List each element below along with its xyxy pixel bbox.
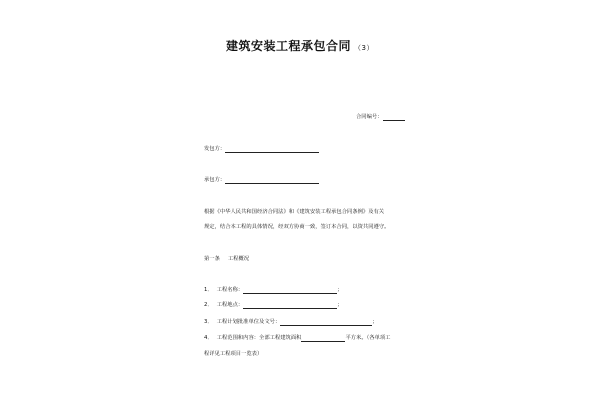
item-project-location [204,302,342,309]
party-a-label: 发包方： [204,146,226,152]
item-project-name [204,287,342,294]
item-project-scope [204,335,390,342]
item-label: 工程计划批准单位及文号： [216,319,281,325]
item-end: ； [372,319,378,325]
item-unit: 平方米。（各单项工 [345,335,391,341]
party-b-line [204,177,319,184]
item-label: 工程范围和内容：全部工程建筑面积 [216,335,302,341]
article-1-heading [204,256,249,263]
item-project-scope-continued: 程详见工程项目一览表） [204,351,263,357]
party-b-label: 承包方： [204,177,226,183]
party-a-blank[interactable] [225,146,319,153]
item-end: ； [337,302,343,308]
contract-number-line [356,114,405,121]
contract-number-blank[interactable] [383,114,405,121]
item-index: 2． [204,302,213,308]
title-text: 建筑安装工程承包合同 [226,39,352,53]
contract-number-label: 合同编号： [356,114,383,120]
item-index: 1． [204,287,213,293]
building-area-blank[interactable] [301,335,345,342]
item-index: 3． [204,319,213,325]
article-1-title: 工程概况 [227,256,250,262]
intro-line-2: 规定，结合本工程的具体情况，经双方协商一致，签订本合同，以资共同遵守。 [204,224,390,230]
document-title [0,37,600,54]
party-a-line [204,146,319,153]
title-number: （3） [354,44,374,52]
article-1-number: 第一条 [204,256,220,262]
intro-line-1: 根据《中华人民共和国经济合同法》和《建筑安装工程承包合同条例》及有关 [204,209,385,215]
item-end: ； [337,287,343,293]
project-name-blank[interactable] [243,287,337,294]
item-label: 工程地点： [216,302,244,308]
approval-unit-blank[interactable] [280,319,372,326]
project-location-blank[interactable] [243,302,337,309]
item-index: 4． [204,335,213,341]
item-approval-unit [204,319,378,326]
party-b-blank[interactable] [225,177,319,184]
item-label: 工程名称： [216,287,244,293]
